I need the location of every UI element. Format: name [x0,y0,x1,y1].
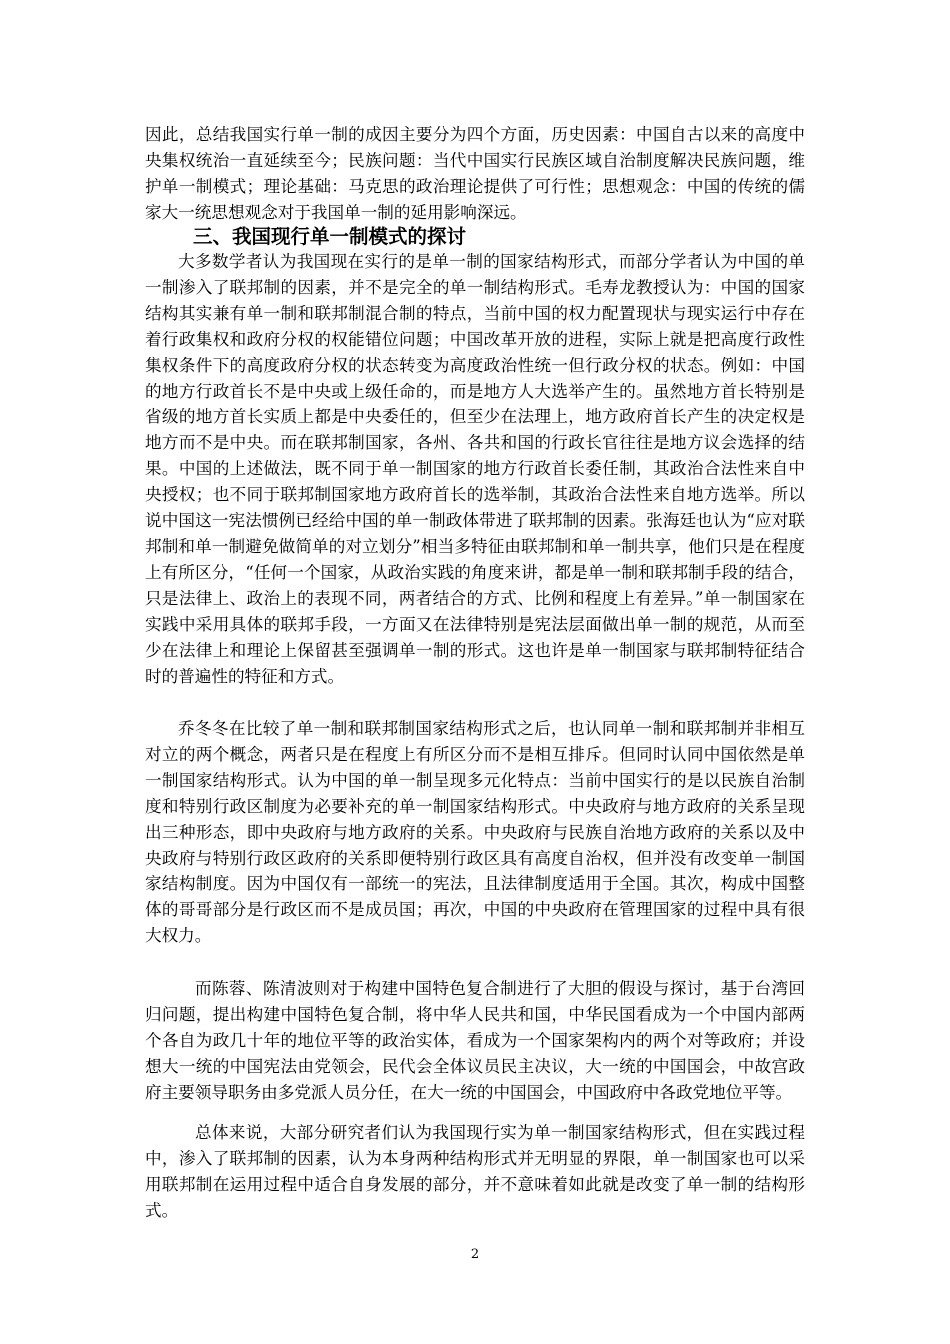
paragraph-chen-rong: 而陈蓉、陈清波则对于构建中国特色复合制进行了大胆的假设与探讨，基于台湾回归问题，提出构建中国特色复合制，将中华人民共和国，中华民国看成为一个中国内部两个各自为政几十年的地位平等的政治实体，看成为一个国家架构内的两个对等政府；并设想大一统的中国宪法由党领会，民代会全体议员民主决议，大一统的中国国会，中故宫政府主要领导职务由多党派人员分任，在大一统的中国国会，中国政府中各政党地位平等。 [145,979,805,1102]
section-heading: 三、我国现行单一制模式的探讨 [193,225,467,248]
paragraph-qiao-dongdong: 乔冬冬在比较了单一制和联邦制国家结构形式之后，也认同单一制和联邦制并非相互对立的两个概念，两者只是在程度上有所区分而不是相互排斥。但同时认同中国依然是单一制国家结构形式。认为中国的单一制呈现多元化特点：当前中国实行的是以民族自治制度和特别行政区制度为必要补充的单一制国家结构形式。中央政府与地方政府的关系呈现出三种形态，即中央政府与地方政府的关系。中央政府与民族自治地方政府的关系以及中央政府与特别行政区政府的关系即便特别行政区具有高度自治权，但并没有改变单一制国家结构制度。因为中国仅有一部统一的宪法，且法律制度适用于全国。其次，构成中国整体的哥哥部分是行政区而不是成员国；再次，中国的中央政府在管理国家的过程中具有很大权力。 [145,719,805,946]
page-number: 2 [470,1247,480,1262]
paragraph-conclusion: 总体来说，大部分研究者们认为我国现行实为单一制国家结构形式，但在实践过程中，渗入了联邦制的因素，认为本身两种结构形式并无明显的界限，单一制国家也可以采用联邦制在运用过程中适合自身发展的部分，并不意味着如此就是改变了单一制的结构形式。 [145,1123,805,1220]
paragraph-scholar-views: 大多数学者认为我国现在实行的是单一制的国家结构形式，而部分学者认为中国的单一制渗入了联邦制的因素，并不是完全的单一制结构形式。毛寿龙教授认为：中国的国家结构其实兼有单一制和联邦制混合制的特点，当前中国的权力配置现状与现实运行中存在着行政集权和政府分权的权能错位问题；中国改革开放的进程，实际上就是把高度行政性集权条件下的高度政府分权的状态转变为高度政治性统一但行政分权的状态。例如：中国的地方行政首长不是中央或上级任命的，而是地方人大选举产生的。虽然地方首长特别是省级的地方首长实质上都是中央委任的，但至少在法理上，地方政府首长产生的决定权是地方而不是中央。而在联邦制国家，各州、各共和国的行政长官往往是地方议会选择的结果。中国的上述做法，既不同于单一制国家的地方行政首长委任制，其政治合法性来自中央授权；也不同于联邦制国家地方政府首长的选举制，其政治合法性来自地方选举。所以说中国这一宪法惯例已经给中国的单一制政体带进了联邦制的因素。张海廷也认为“应对联邦制和单一制避免做简单的对立划分”相当多特征由联邦制和单一制共享，他们只是在程度上有所区分，“任何一个国家，从政治实践的角度来讲，都是单一制和联邦制手段的结合，只是法律上、政治上的表现不同，两者结合的方式、比例和程度上有差异。”单一制国家在实践中采用具体的联邦手段，一方面又在法律特别是宪法层面做出单一制的规范，从而至少在法律上和理论上保留甚至强调单一制的形式。这也许是单一制国家与联邦制特征结合时的普遍性的特征和方式。 [145,252,805,686]
paragraph-causes-summary: 因此，总结我国实行单一制的成因主要分为四个方面，历史因素：中国自古以来的高度中央集权统治一直延续至今；民族问题：当代中国实行民族区域自治制度解决民族问题，维护单一制模式；理论基础：马克思的政治理论提供了可行性；思想观念：中国的传统的儒家大一统思想观念对于我国单一制的延用影响深远。 [145,125,805,222]
